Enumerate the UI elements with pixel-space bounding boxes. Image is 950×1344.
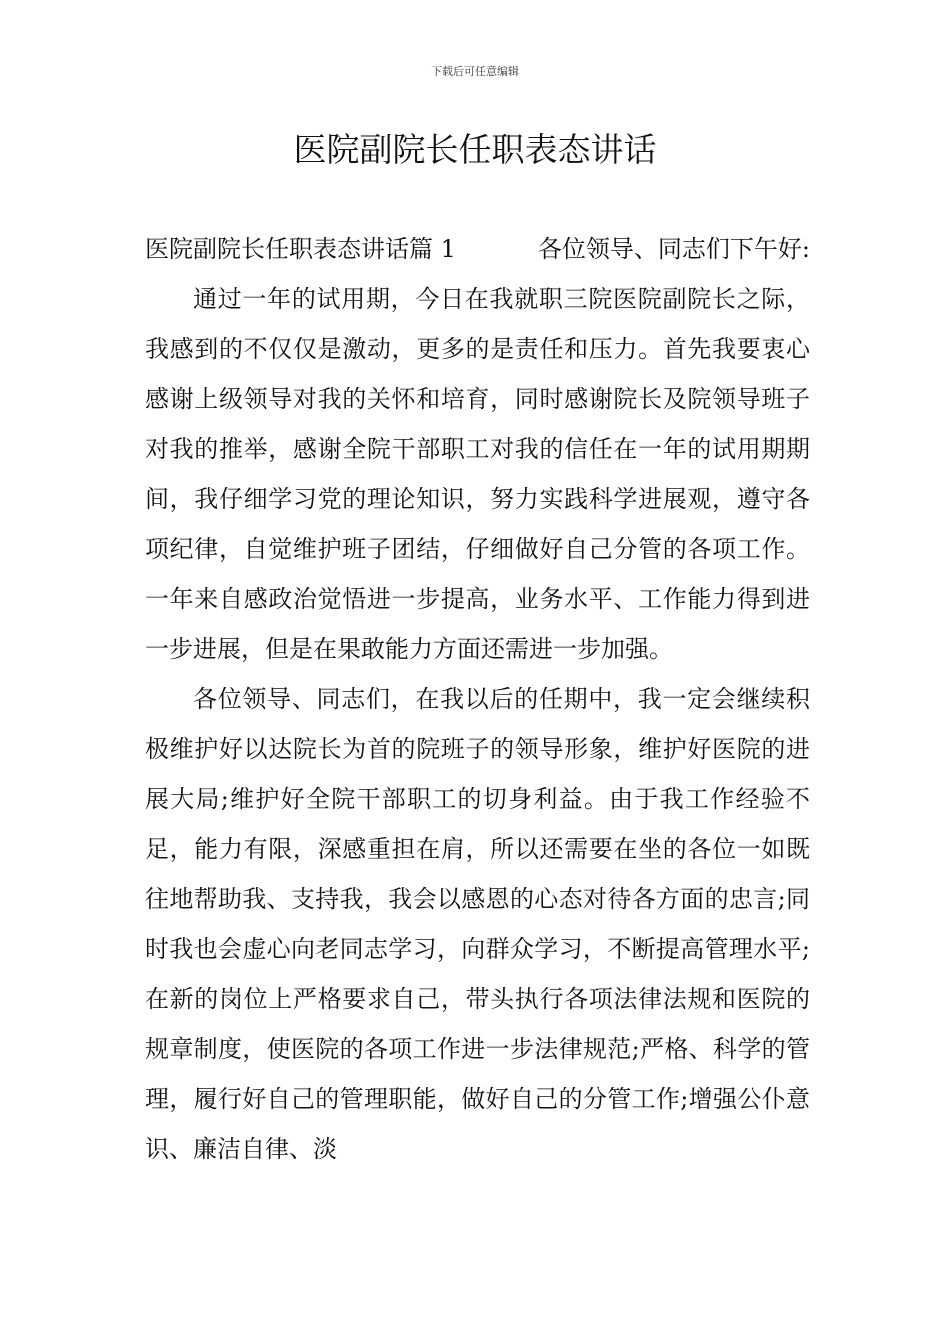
- salutation: 各位领导、同志们下午好:: [537, 235, 810, 263]
- heading-line: [145, 224, 810, 274]
- document-title: 医院副院长任职表态讲话: [293, 130, 657, 169]
- section-heading: 医院副院长任职表态讲话篇 1: [145, 235, 456, 263]
- paragraph-1: 通过一年的试用期，今日在我就职三院医院副院长之际，我感到的不仅仅是激动，更多的是责任和压力。首先我要衷心感谢上级领导对我的关怀和培育，同时感谢院长及院领导班子对我的推举，感谢全院干部职工对我的信任在一年的试用期期间，我仔细学习党的理论知识，努力实践科学进展观，遵守各项纪律，自觉维护班子团结，仔细做好自己分管的各项工作。一年来自感政治觉悟进一步提高，业务水平、工作能力得到进一步进展，但是在果敢能力方面还需进一步加强。: [145, 285, 810, 663]
- document-body: [145, 224, 810, 1174]
- header-note: 下载后可任意编辑: [431, 65, 519, 78]
- paragraph-2: 各位领导、同志们，在我以后的任期中，我一定会继续积极维护好以达院长为首的院班子的领导形象，维护好医院的进展大局;维护好全院干部职工的切身利益。由于我工作经验不足，能力有限，深感重担在肩，所以还需要在坐的各位一如既往地帮助我、支持我，我会以感恩的心态对待各方面的忠言;同时我也会虚心向老同志学习，向群众学习，不断提高管理水平;在新的岗位上严格要求自己，带头执行各项法律法规和医院的规章制度，使医院的各项工作进一步法律规范;严格、科学的管理，履行好自己的管理职能，做好自己的分管工作;增强公仆意识、廉洁自律、淡: [145, 685, 810, 1163]
